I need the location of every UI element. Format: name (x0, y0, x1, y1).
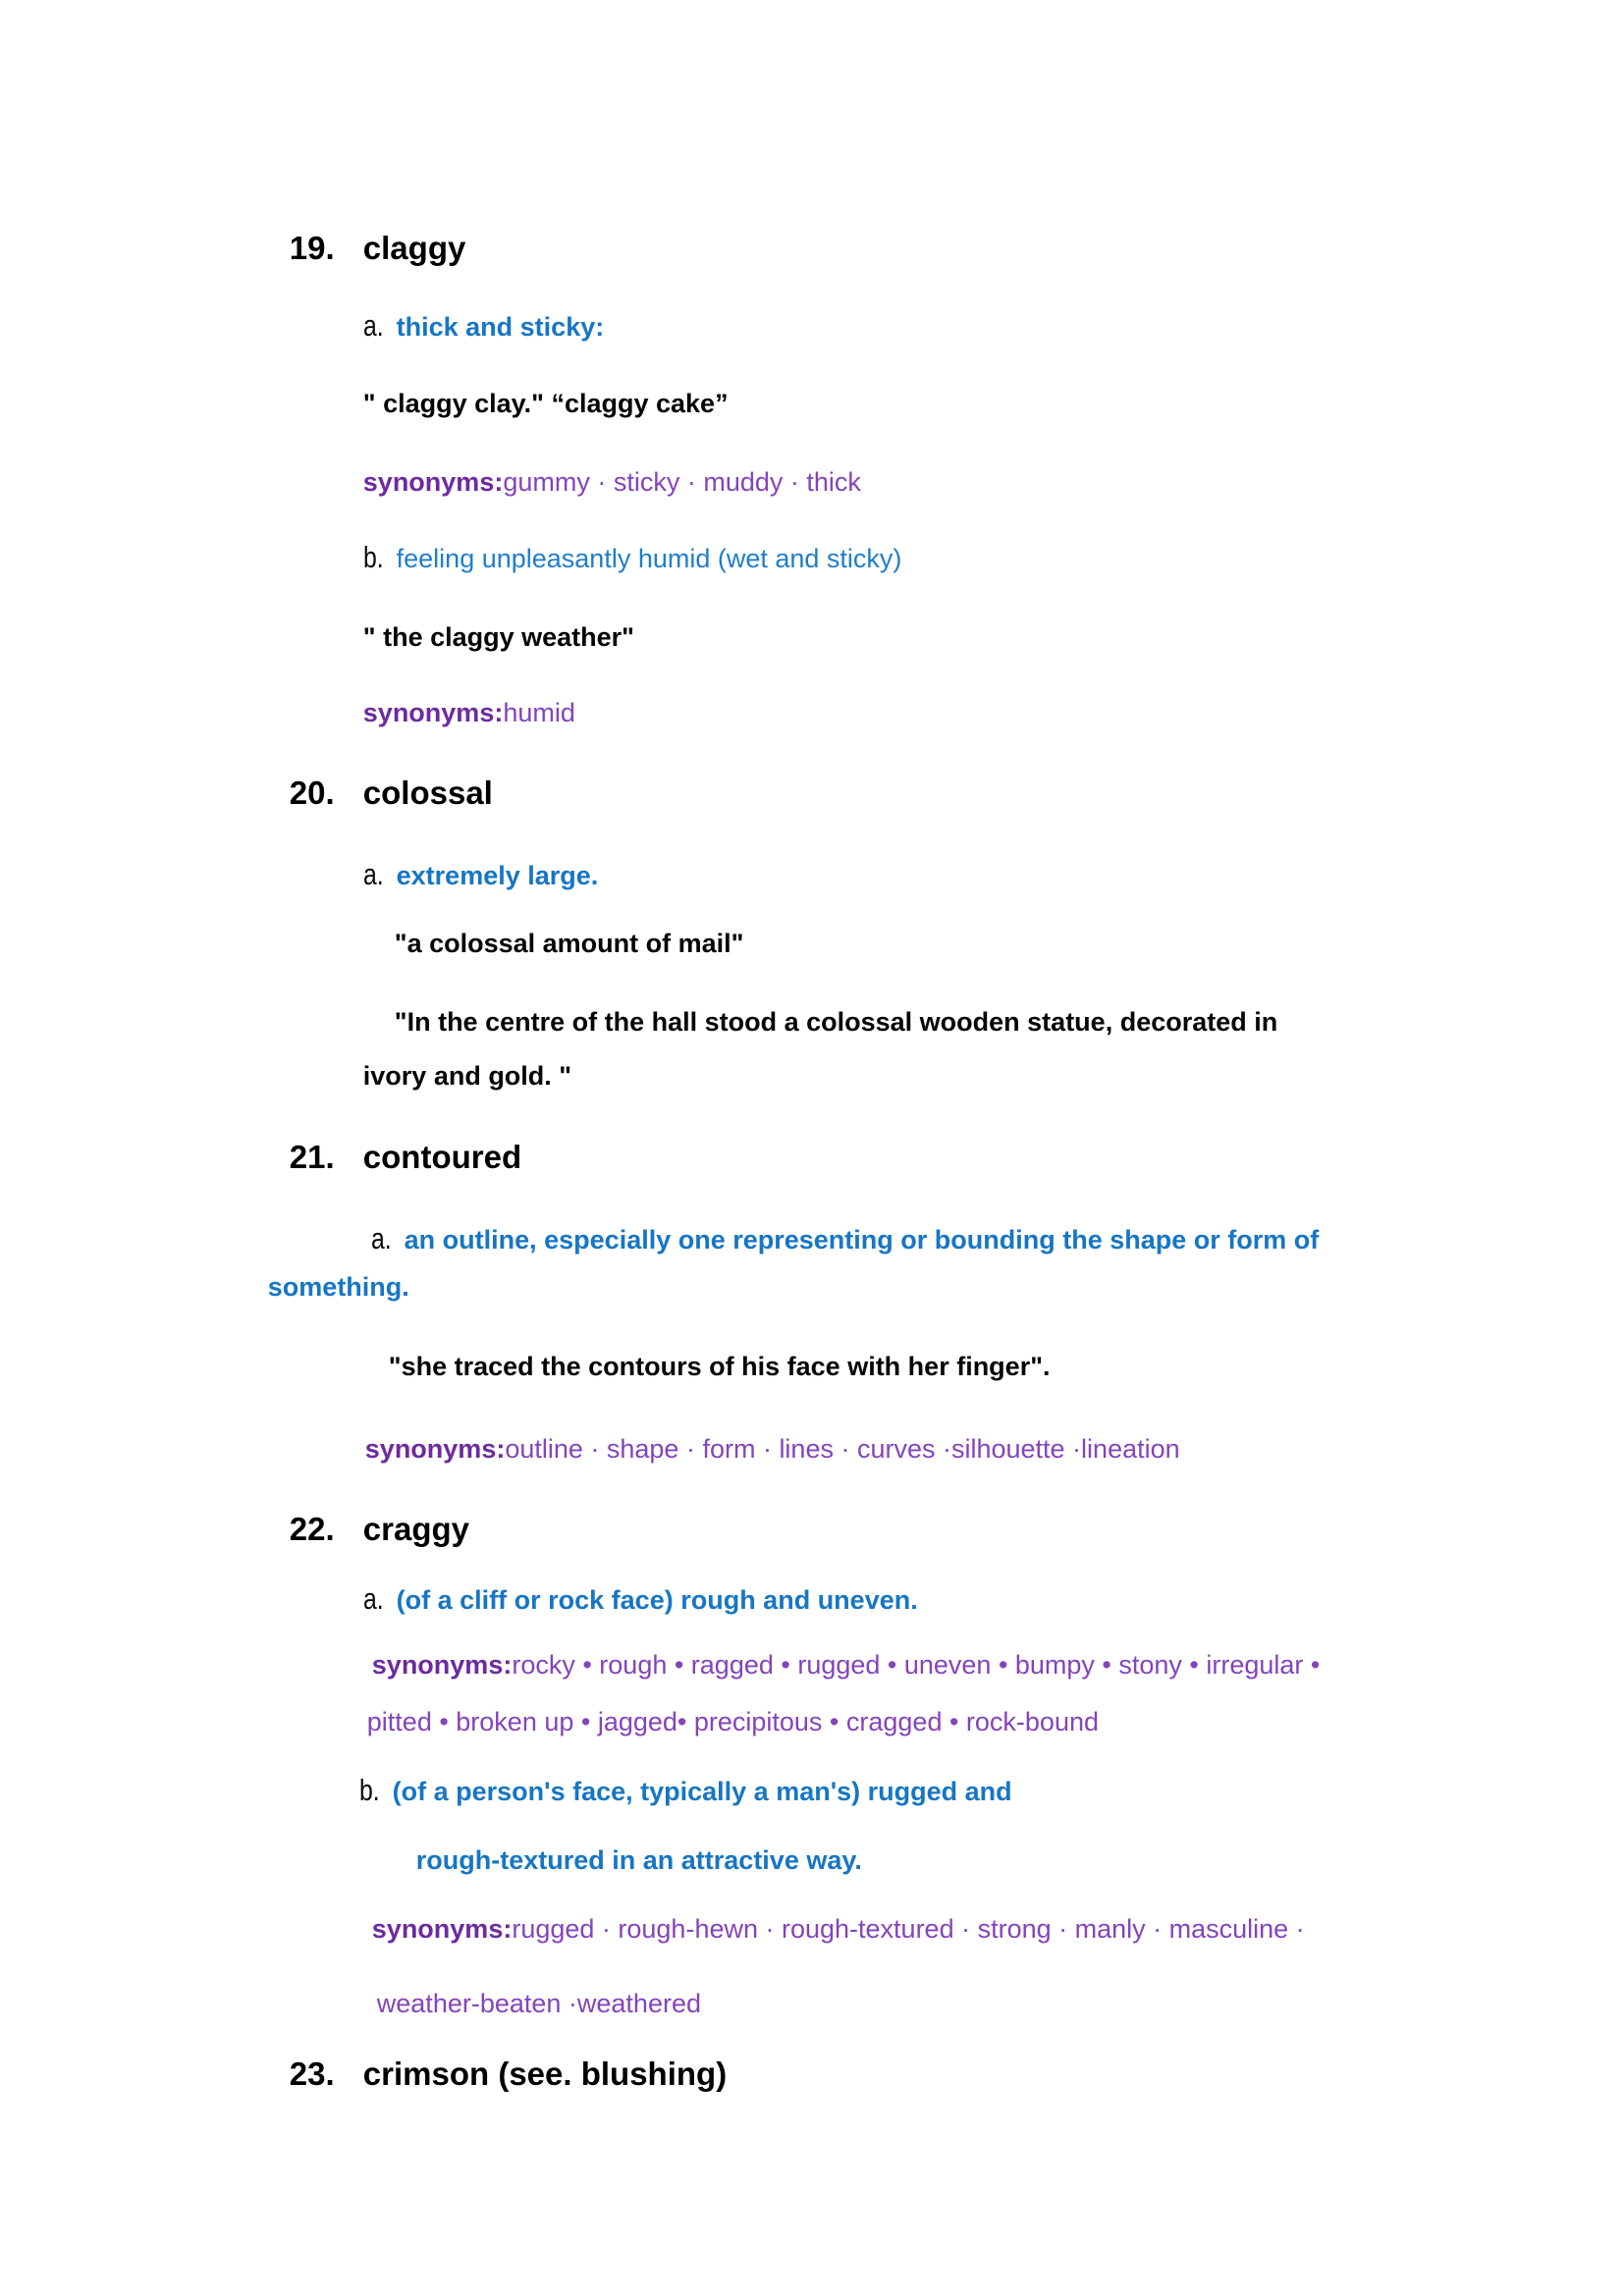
synonyms-label: synonyms: (371, 1914, 513, 1944)
definition: (of a cliff or rock face) rough and uneven. (396, 1585, 918, 1615)
synonyms-list: pitted • broken up • jagged• precipitous • cragged • rock-bound (366, 1707, 1099, 1736)
definition: feeling unpleasantly humid (wet and sticky) (396, 544, 902, 573)
sense-20a-quote1-line (377, 915, 743, 973)
example-quote: "a colossal amount of mail" (394, 929, 744, 958)
sense-19a-quote-line (346, 375, 729, 433)
synonyms-label: synonyms: (364, 1434, 506, 1464)
sense-22b-definition-line2 (399, 1832, 862, 1890)
sense-19b-quote-line (346, 609, 634, 667)
headword: contoured (362, 1139, 522, 1175)
synonyms-label: synonyms: (362, 467, 504, 497)
definition: thick and sticky: (396, 312, 605, 342)
sense-20a-definition-line (346, 843, 598, 905)
headword: claggy (362, 230, 466, 266)
example-quote: " the claggy weather" (362, 622, 634, 652)
synonyms-label: synonyms: (362, 698, 504, 727)
entry-number: 23. (289, 2056, 335, 2092)
sense-20a-quote2-line2 (346, 1047, 571, 1105)
sense-22a-synonyms-line1 (354, 1636, 1320, 1694)
example-quote: ivory and gold. " (362, 1061, 572, 1091)
sense-label: a. (370, 1221, 392, 1255)
definition: an outline, especially one representing or bounding the shape or form of (404, 1225, 1320, 1255)
entry-number: 20. (289, 774, 335, 811)
sense-label: a. (362, 308, 384, 343)
sense-label: a. (362, 1581, 384, 1616)
entry-number: 19. (289, 230, 335, 266)
headword: craggy (362, 1511, 469, 1547)
entry-heading-19 (272, 216, 465, 280)
sense-19b-synonyms-line (346, 684, 575, 742)
example-quote: " claggy clay." “claggy cake” (362, 389, 729, 418)
sense-19b-definition-line (346, 526, 901, 588)
synonyms-list: gummy · sticky · muddy · thick (503, 467, 861, 497)
synonyms-list: weather-beaten ·weathered (376, 1989, 701, 2018)
sense-21a-synonyms-line (348, 1420, 1180, 1478)
sense-21a-definition-line2 (250, 1258, 409, 1316)
definition: (of a person's face, typically a man's) rugged and (392, 1777, 1012, 1806)
entry-number: 22. (289, 1511, 335, 1547)
sense-19a-synonyms-line (346, 454, 861, 511)
sense-21a-quote-line (371, 1338, 1051, 1396)
synonyms-list: outline · shape · form · lines · curves ·silhouette ·lineation (505, 1434, 1180, 1464)
definition: extremely large. (396, 861, 599, 890)
sense-label: b. (358, 1773, 380, 1807)
synonyms-label: synonyms: (371, 1650, 513, 1680)
definition: rough-textured in an attractive way. (415, 1845, 862, 1875)
sense-22a-definition-line (346, 1568, 918, 1629)
sense-22b-definition-line1 (342, 1759, 1012, 1821)
sense-22a-synonyms-line2 (350, 1693, 1099, 1751)
entry-heading-22 (272, 1497, 469, 1561)
synonyms-list: humid (503, 698, 575, 727)
entry-heading-21 (272, 1125, 521, 1189)
synonyms-list: rugged · rough-hewn · rough-textured · strong · manly · masculine · (512, 1914, 1305, 1944)
sense-label: a. (362, 857, 384, 891)
example-quote: "she traced the contours of his face with her finger". (388, 1352, 1051, 1381)
entry-number: 21. (289, 1139, 335, 1175)
sense-22b-synonyms-line1 (354, 1900, 1305, 1958)
sense-22b-synonyms-line2 (359, 1975, 701, 2033)
synonyms-list: rocky • rough • ragged • rugged • uneven • bumpy • stony • irregular • (512, 1650, 1321, 1680)
sense-21a-definition-line1 (353, 1207, 1319, 1269)
headword: colossal (362, 774, 493, 811)
sense-19a-definition-line (346, 294, 604, 356)
sense-20a-quote2-line1 (377, 993, 1277, 1051)
entry-heading-20 (272, 761, 493, 825)
entry-heading-23 (272, 2042, 727, 2106)
example-quote: "In the centre of the hall stood a colossal wooden statue, decorated in (394, 1007, 1278, 1037)
definition: something. (267, 1272, 409, 1302)
sense-label: b. (362, 540, 384, 574)
headword: crimson (see. blushing) (362, 2056, 728, 2092)
